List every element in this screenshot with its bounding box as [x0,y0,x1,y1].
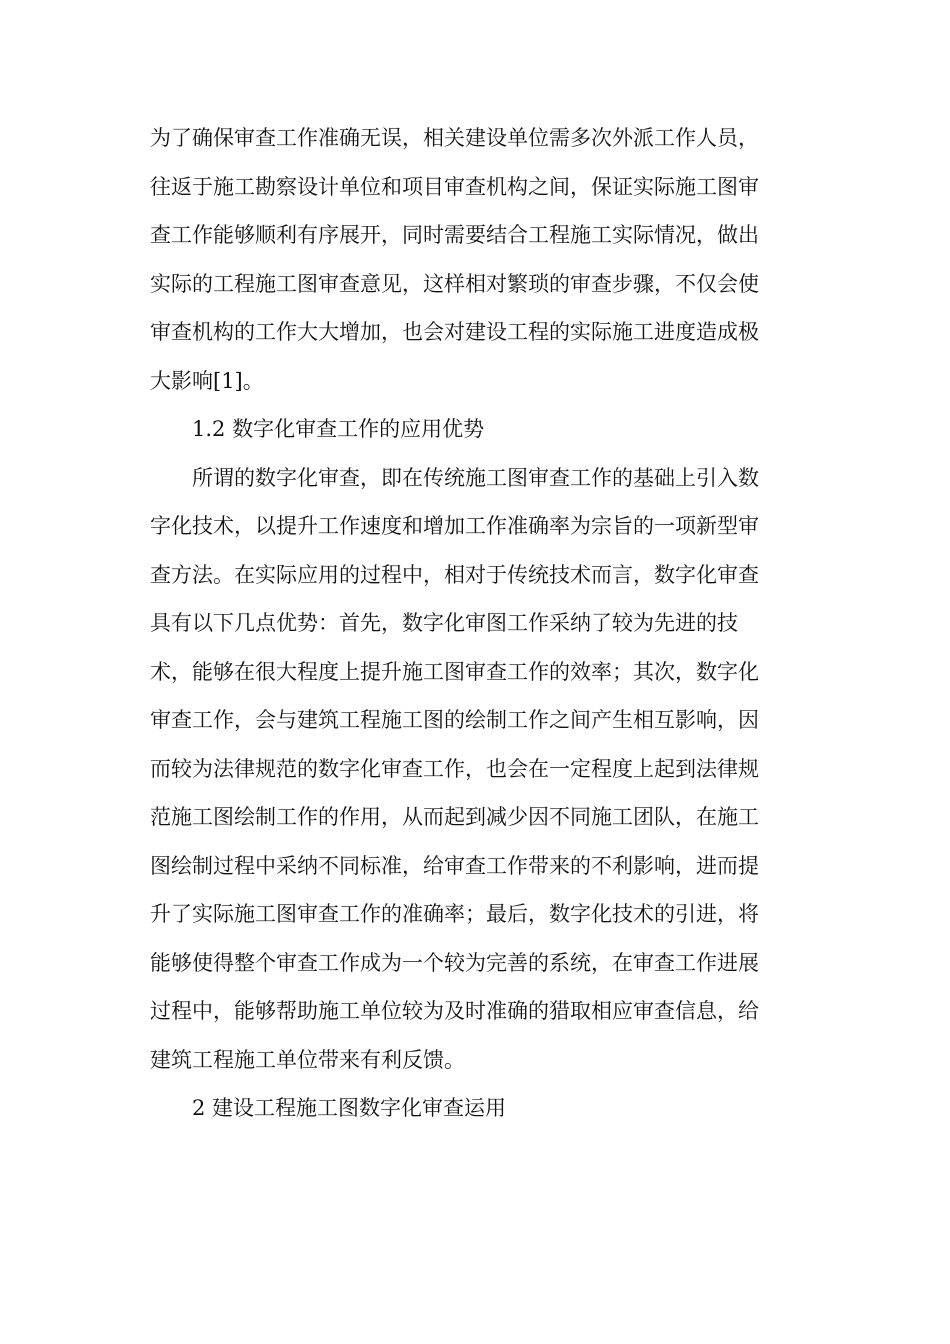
paragraph-line: 审查工作，会与建筑工程施工图的绘制工作之间产生相互影响，因 [150,708,759,732]
paragraph-line: 审查机构的工作大大增加，也会对建设工程的实际施工进度造成极 [150,320,759,344]
document-body [150,114,800,1133]
paragraph-line: 升了实际施工图审查工作的准确率；最后，数字化技术的引进，将 [150,902,759,926]
paragraph-line: 查工作能够顺利有序展开，同时需要结合工程施工实际情况，做出 [150,223,759,247]
paragraph-line: 图绘制过程中采纳不同标准，给审查工作带来的不利影响，进而提 [150,853,759,878]
paragraph-line: 而较为法律规范的数字化审查工作，也会在一定程度上起到法律规 [150,756,759,781]
paragraph-line: 实际的工程施工图审查意见，这样相对繁琐的审查步骤，不仅会使 [150,271,759,296]
paragraph-line: 所谓的数字化审查，即在传统施工图审查工作的基础上引入数 [192,465,759,490]
paragraph-line: 大影响[1]。 [150,368,264,393]
paragraph-line: 范施工图绘制工作的作用，从而起到减少因不同施工团队，在施工 [150,805,759,829]
paragraph-line: 为了确保审查工作准确无误，相关建设单位需多次外派工作人员， [150,126,759,150]
paragraph-line: 术，能够在很大程度上提升施工图审查工作的效率；其次，数字化 [150,659,759,684]
paragraph-line: 过程中，能够帮助施工单位较为及时准确的猎取相应审查信息，给 [150,999,759,1023]
section-heading-1-2: 1.2 数字化审查工作的应用优势 [192,417,485,441]
paragraph-line: 能够使得整个审查工作成为一个较为完善的系统，在审查工作进展 [150,950,759,975]
paragraph-line: 建筑工程施工单位带来有利反馈。 [150,1047,465,1072]
paragraph-line: 往返于施工勘察设计单位和项目审查机构之间，保证实际施工图审 [150,174,759,199]
paragraph-line: 查方法。在实际应用的过程中，相对于传统技术而言，数字化审查 [150,562,759,587]
paragraph-line: 具有以下几点优势：首先，数字化审图工作采纳了较为先进的技 [150,611,738,635]
paragraph-line: 字化技术，以提升工作速度和增加工作准确率为宗旨的一项新型审 [150,514,759,538]
section-heading-2: 2 建设工程施工图数字化审查运用 [192,1096,507,1120]
